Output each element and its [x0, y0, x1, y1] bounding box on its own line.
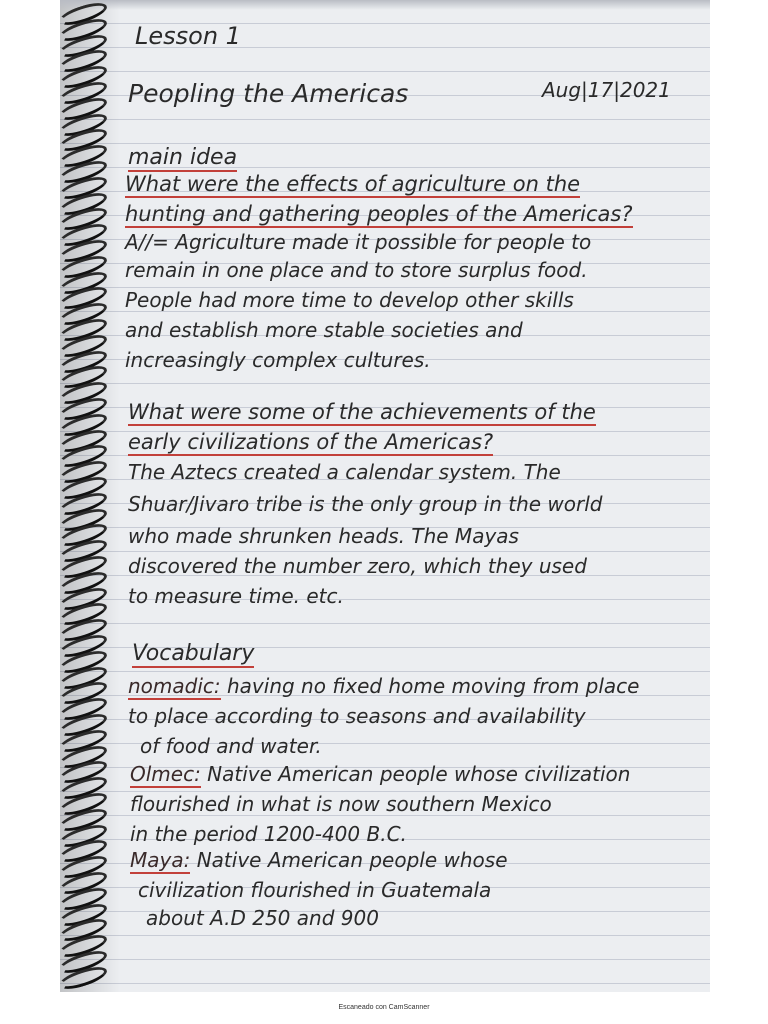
vocab-entry-nomadic [128, 672, 639, 700]
achievements-question-text: What were some of the achievements of the [128, 400, 596, 424]
main-idea-heading-text: main idea [128, 145, 238, 170]
main-idea-answer-line: increasingly complex cultures. [125, 348, 431, 372]
main-idea-question-line [125, 200, 633, 228]
vocabulary-heading-text: Vocabulary [132, 641, 255, 666]
vocab-term: Maya: [130, 848, 191, 872]
main-idea-heading [128, 144, 237, 172]
vocab-definition-line: of food and water. [140, 734, 322, 758]
notebook-page [60, 0, 710, 992]
achievements-question-line [128, 398, 596, 426]
main-idea-answer-line: A//= Agriculture made it possible for people to [125, 230, 592, 254]
spiral-binding [58, 6, 108, 996]
vocab-definition-line: civilization flourished in Guatemala [138, 878, 492, 902]
scanner-watermark: Escaneado con CamScanner [338, 1004, 430, 1011]
vocab-definition-line: to place according to seasons and availability [128, 704, 586, 728]
achievements-question-text: early civilizations of the Americas? [128, 430, 494, 454]
main-idea-answer-line: remain in one place and to store surplus food. [125, 258, 588, 282]
vocab-definition-line: about A.D 250 and 900 [146, 906, 379, 930]
vocab-entry-olmec [130, 760, 630, 788]
vocab-term: nomadic: [128, 674, 221, 698]
main-idea-answer-line: and establish more stable societies and [125, 318, 523, 342]
vocab-definition: Native American people whose [190, 848, 508, 872]
achievements-answer-line: The Aztecs created a calendar system. The [128, 460, 561, 484]
achievements-answer-line: discovered the number zero, which they used [128, 554, 587, 578]
vocab-term: Olmec: [130, 762, 201, 786]
vocab-entry-maya [130, 846, 508, 874]
page-top-edge [60, 0, 710, 10]
vocab-definition-line: flourished in what is now southern Mexico [130, 792, 552, 816]
main-idea-question-text: hunting and gathering peoples of the Americas? [125, 202, 633, 226]
page-date: Aug|17|2021 [542, 78, 671, 102]
achievements-answer-line: to measure time. etc. [128, 584, 344, 608]
vocabulary-heading [132, 640, 254, 668]
main-idea-question-line [125, 170, 580, 198]
main-idea-answer-line: People had more time to develop other skills [125, 288, 574, 312]
vocab-definition: Native American people whose civilization [200, 762, 631, 786]
vocab-definition: having no fixed home moving from place [220, 674, 640, 698]
achievements-answer-line: who made shrunken heads. The Mayas [128, 524, 519, 548]
main-idea-question-text: What were the effects of agriculture on the [125, 172, 581, 196]
vocab-definition-line: in the period 1200-400 B.C. [130, 822, 407, 846]
page-title: Peopling the Americas [128, 79, 409, 108]
achievements-question-line [128, 428, 493, 456]
achievements-answer-line: Shuar/Jivaro tribe is the only group in the world [128, 492, 603, 516]
lesson-label: Lesson 1 [135, 22, 241, 50]
